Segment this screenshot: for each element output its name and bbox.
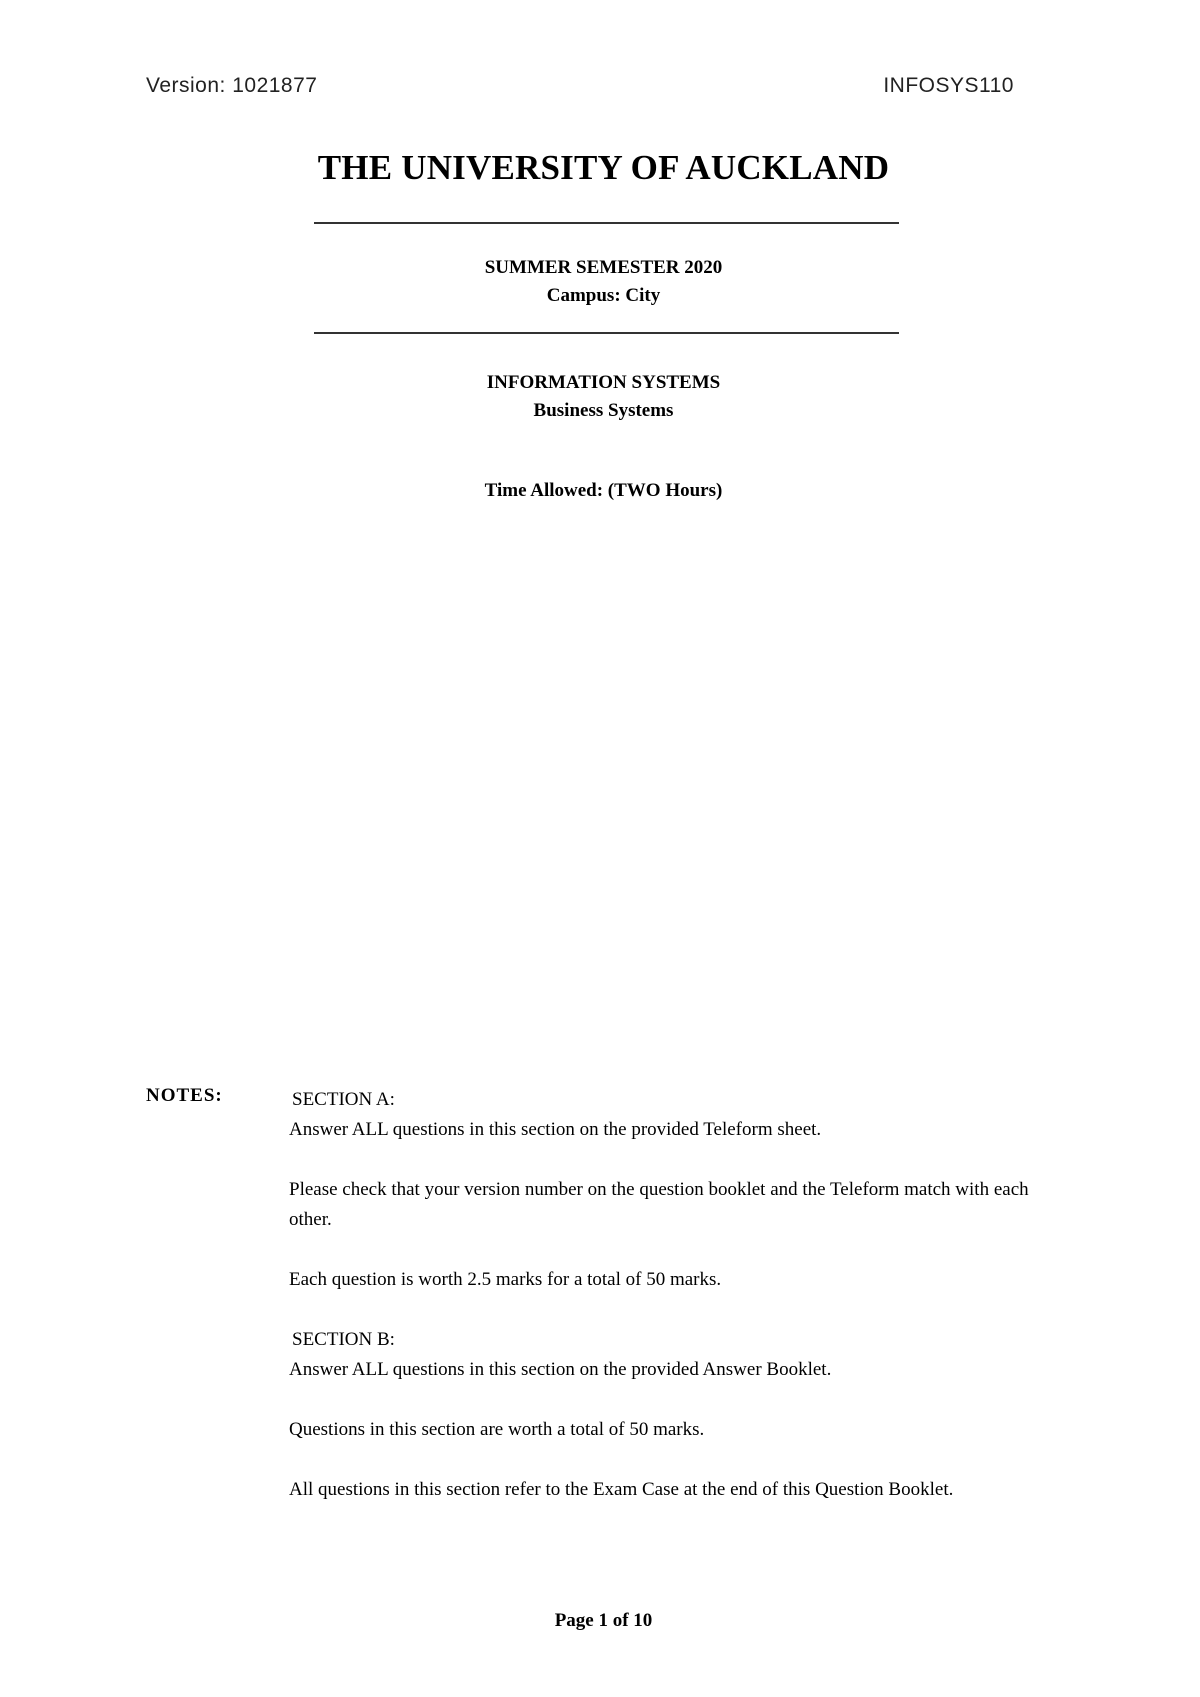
section-a-version-check: Please check that your version number on the question booklet and the Teleform match with each other. xyxy=(289,1179,1029,1230)
section-b-marks: Questions in this section are worth a total of 50 marks. xyxy=(289,1419,705,1440)
page-number: Page 1 of 10 xyxy=(554,1610,653,1631)
semester-block xyxy=(300,254,907,310)
section-a-instruction: Answer ALL questions in this section on the provided Teleform sheet. xyxy=(289,1119,822,1140)
section-a-marks: Each question is worth 2.5 marks for a total of 50 marks. xyxy=(289,1269,722,1290)
divider-top xyxy=(314,222,899,224)
subject-label: INFORMATION SYSTEMS xyxy=(486,372,721,393)
divider-bottom xyxy=(314,332,899,334)
version-number: Version: 1021877 xyxy=(146,74,318,97)
semester-label: SUMMER SEMESTER 2020 xyxy=(484,257,723,278)
notes-body xyxy=(289,1085,1029,1535)
section-b-heading: SECTION B: xyxy=(292,1329,395,1350)
course-code: INFOSYS110 xyxy=(883,74,1014,97)
time-allowed: Time Allowed: (TWO Hours) xyxy=(484,480,723,501)
section-b-case-note: All questions in this section refer to the Exam Case at the end of this Question Booklet. xyxy=(289,1479,954,1500)
paper-title: Business Systems xyxy=(533,400,674,421)
section-a-heading: SECTION A: xyxy=(292,1089,395,1110)
university-title: THE UNIVERSITY OF AUCKLAND xyxy=(317,148,890,187)
section-b-instruction: Answer ALL questions in this section on the provided Answer Booklet. xyxy=(289,1359,832,1380)
course-block xyxy=(300,369,907,425)
notes-label: NOTES: xyxy=(146,1085,223,1106)
campus-label: Campus: City xyxy=(546,285,661,306)
